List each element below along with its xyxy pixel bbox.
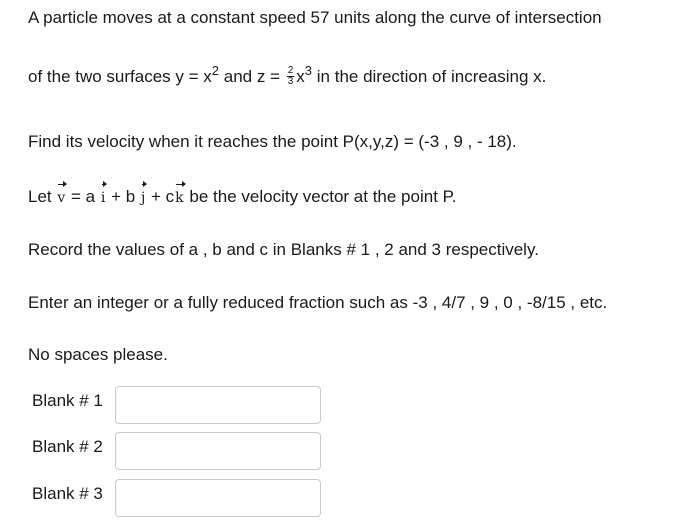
- surface-z-text: and z =: [223, 67, 280, 86]
- equals-a-text: = a: [71, 187, 96, 206]
- fraction-numerator: 2: [287, 65, 294, 77]
- problem-line-1: A particle moves at a constant speed 57 units along the curve of intersection: [28, 8, 602, 27]
- problem-line-3: Find its velocity when it reaches the point P(x,y,z) = (-3 , 9 , - 18).: [28, 132, 517, 151]
- problem-line-5: Record the values of a , b and c in Blanks # 1 , 2 and 3 respectively.: [28, 240, 539, 259]
- problem-line-6: Enter an integer or a fully reduced fraction such as -3 , 4/7 , 9 , 0 , -8/15 , etc.: [28, 293, 608, 312]
- blank-1-label: Blank # 1: [32, 391, 103, 410]
- blank-3-label: Blank # 3: [32, 484, 103, 503]
- vector-i: i: [101, 187, 105, 209]
- problem-line-4: [28, 186, 457, 209]
- problem-line-7: No spaces please.: [28, 345, 168, 364]
- vector-k: k: [175, 187, 183, 209]
- exponent-2: 2: [211, 63, 220, 78]
- fraction-denominator: 3: [287, 76, 294, 88]
- exponent-3: 3: [304, 63, 313, 78]
- vector-v: v: [57, 187, 65, 209]
- blank-2-label: Blank # 2: [32, 437, 103, 456]
- blank-2-input[interactable]: [115, 432, 321, 470]
- plus-b-text: + b: [111, 187, 136, 206]
- direction-text: in the direction of increasing x.: [316, 67, 547, 86]
- let-text: Let: [28, 187, 52, 206]
- problem-line-2: [28, 63, 547, 88]
- surface-y-text: of the two surfaces y = x: [28, 67, 212, 86]
- blank-3-input[interactable]: [115, 479, 321, 517]
- plus-c-text: + c: [151, 187, 175, 206]
- blank-1-input[interactable]: [115, 386, 321, 424]
- vector-j: j: [141, 187, 145, 209]
- fraction-two-thirds: [287, 66, 295, 87]
- velocity-vector-text: be the velocity vector at the point P.: [189, 187, 457, 206]
- x-variable: x: [296, 67, 305, 86]
